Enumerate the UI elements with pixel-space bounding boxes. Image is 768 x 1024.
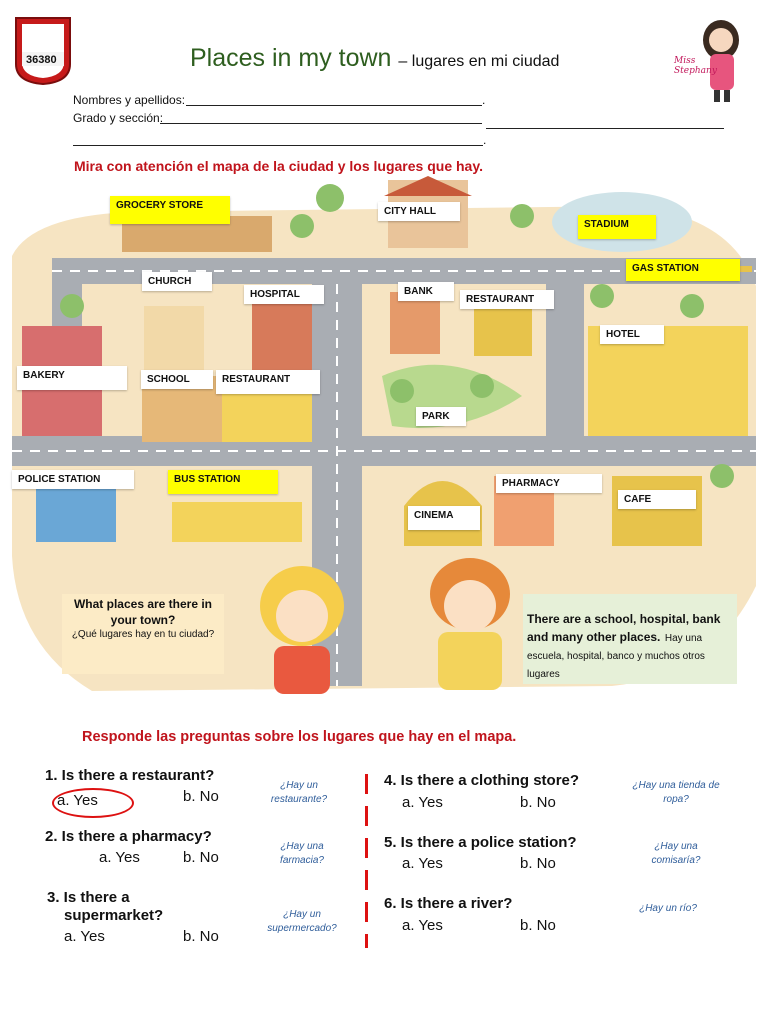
extra-line — [73, 145, 483, 146]
q2-spanish: ¿Hay una farmacia? — [280, 841, 324, 866]
question-6: 6. Is there a river? — [384, 895, 513, 912]
instruction-questions: Responde las preguntas sobre los lugares que hay en el mapa. — [82, 729, 517, 745]
label-cinema: CINEMA — [408, 506, 480, 530]
name-label: Nombres y apellidos: — [73, 93, 186, 107]
label-stadium: STADIUM — [578, 215, 656, 239]
extra-period: . — [483, 133, 487, 147]
q3-spanish: ¿Hay un supermercado? — [267, 909, 337, 934]
q4-option-a[interactable]: a. Yes — [402, 794, 443, 811]
q1-spanish: ¿Hay un restaurante? — [270, 780, 328, 805]
extra-line-right — [486, 128, 724, 129]
signature-text: Miss Stephany — [674, 56, 717, 76]
label-restaurant-1: RESTAURANT — [460, 290, 554, 309]
q1-option-b[interactable]: b. No — [183, 788, 219, 805]
q6-spanish: ¿Hay un río? — [639, 903, 697, 914]
question-2: 2. Is there a pharmacy? — [45, 828, 212, 845]
q4-spanish: ¿Hay una tienda de ropa? — [632, 780, 720, 805]
label-grocery-store: GROCERY STORE — [110, 196, 230, 224]
label-park: PARK — [416, 407, 466, 426]
label-church: CHURCH — [142, 272, 212, 291]
q3-option-b[interactable]: b. No — [183, 928, 219, 945]
label-hotel: HOTEL — [600, 325, 664, 344]
bubble-right-es: Hay una escuela, hospital, banco y muchos otros lugares — [527, 633, 705, 680]
school-badge — [14, 16, 72, 86]
label-police-station: POLICE STATION — [12, 470, 134, 489]
label-bank: BANK — [398, 282, 454, 301]
title-main: Places in my town — [190, 44, 392, 72]
label-city-hall: CITY HALL — [378, 202, 460, 221]
q4-option-b[interactable]: b. No — [520, 794, 556, 811]
question-3-line1: 3. Is there a — [47, 889, 130, 906]
q6-option-b[interactable]: b. No — [520, 917, 556, 934]
q6-option-a[interactable]: a. Yes — [402, 917, 443, 934]
label-cafe: CAFE — [618, 490, 696, 509]
bubble-left-es: ¿Qué lugares hay en tu ciudad? — [71, 629, 215, 640]
label-restaurant-2: RESTAURANT — [216, 370, 320, 394]
q1-option-a[interactable]: a. Yes — [57, 792, 98, 809]
label-hospital: HOSPITAL — [244, 285, 324, 304]
label-bakery: BAKERY — [17, 366, 127, 390]
name-line[interactable] — [186, 105, 482, 106]
column-divider — [365, 774, 368, 948]
label-school: SCHOOL — [141, 370, 213, 389]
question-1: 1. Is there a restaurant? — [45, 767, 215, 784]
bubble-right-en: There are a school, hospital, bank and many other places. — [527, 612, 721, 644]
question-5: 5. Is there a police station? — [384, 834, 577, 851]
answer-bubble — [523, 594, 737, 684]
name-period: . — [482, 93, 486, 107]
grade-line[interactable] — [160, 123, 482, 124]
q1-answer-circle — [52, 788, 134, 818]
question-3-line2: supermarket? — [64, 907, 164, 924]
q5-option-b[interactable]: b. No — [520, 855, 556, 872]
label-bus-station: BUS STATION — [168, 470, 278, 494]
q2-option-b[interactable]: b. No — [183, 849, 219, 866]
q2-option-a[interactable]: a. Yes — [99, 849, 140, 866]
question-4: 4. Is there a clothing store? — [384, 772, 580, 789]
badge-number: 36380 — [26, 54, 57, 66]
teacher-avatar — [676, 14, 746, 104]
q5-option-a[interactable]: a. Yes — [402, 855, 443, 872]
label-gas-station: GAS STATION — [626, 259, 740, 281]
grade-label: Grado y sección: — [73, 111, 164, 125]
instruction-map: Mira con atención el mapa de la ciudad y los lugares que hay. — [74, 158, 483, 174]
title-sub: – lugares en mi ciudad — [398, 53, 560, 70]
q5-spanish: ¿Hay una comisaría? — [651, 841, 701, 866]
bubble-left-en: What places are there in your town? — [73, 597, 213, 627]
question-bubble — [62, 594, 224, 674]
page-title — [190, 44, 559, 73]
label-pharmacy: PHARMACY — [496, 474, 602, 493]
q3-option-a[interactable]: a. Yes — [64, 928, 105, 945]
